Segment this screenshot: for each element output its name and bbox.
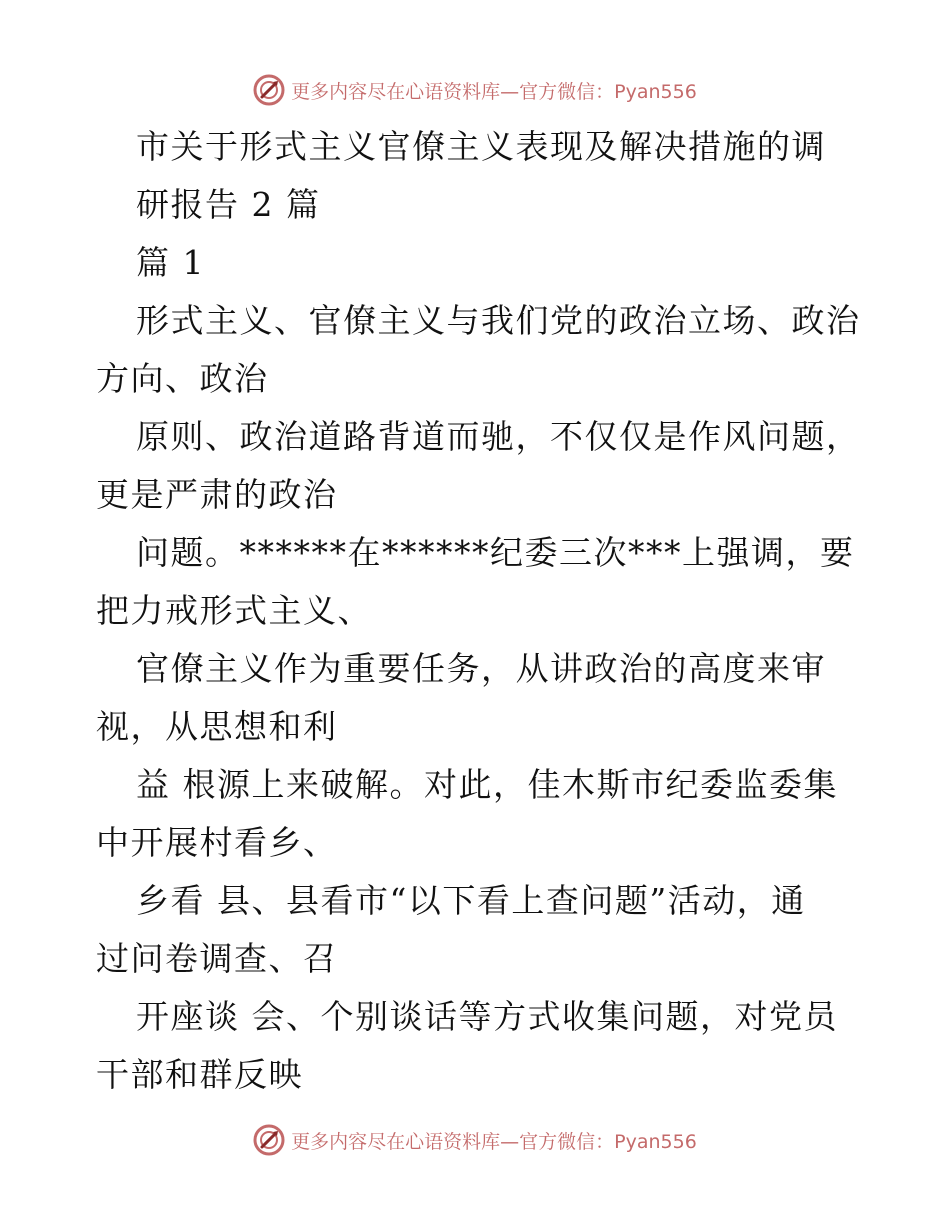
paragraph-line: 形式主义、官僚主义与我们党的政治立场、政治	[136, 301, 861, 340]
document-logo-icon	[253, 1124, 285, 1156]
document-body	[96, 118, 876, 1104]
document-title-line-1: 市关于形式主义官僚主义表现及解决措施的调	[136, 127, 826, 166]
paragraph-line: 过问卷调查、召	[96, 939, 338, 978]
paragraph-line: 开座谈 会、个别谈话等方式收集问题，对党员	[136, 997, 838, 1036]
header-banner-text: 更多内容尽在心语资料库—官方微信：Pyan556	[291, 80, 697, 103]
header-watermark-banner	[0, 72, 950, 108]
paragraph-line: 更是严肃的政治	[96, 475, 338, 514]
document-title-line-2: 研报告 2 篇	[136, 185, 321, 224]
paragraph-line: 益 根源上来破解。对此，佳木斯市纪委监委集	[136, 765, 838, 804]
paragraph-line: 视，从思想和利	[96, 707, 338, 746]
footer-banner-text: 更多内容尽在心语资料库—官方微信：Pyan556	[291, 1130, 697, 1153]
paragraph-line: 把力戒形式主义、	[96, 591, 372, 630]
paragraph-line: 方向、政治	[96, 359, 269, 398]
paragraph-line: 原则、政治道路背道而驰，不仅仅是作风问题，	[136, 417, 861, 456]
paragraph-line: 干部和群反映	[96, 1055, 303, 1094]
document-logo-icon	[253, 74, 285, 106]
paragraph-line: 官僚主义作为重要任务，从讲政治的高度来审	[136, 649, 826, 688]
paragraph-line: 乡看 县、县看市“以下看上查问题”活动，通	[136, 881, 806, 920]
footer-watermark-banner	[0, 1122, 950, 1158]
section-heading: 篇 1	[136, 243, 205, 282]
paragraph-line: 中开展村看乡、	[96, 823, 338, 862]
paragraph-line: 问题。******在******纪委三次***上强调，要	[136, 533, 855, 572]
